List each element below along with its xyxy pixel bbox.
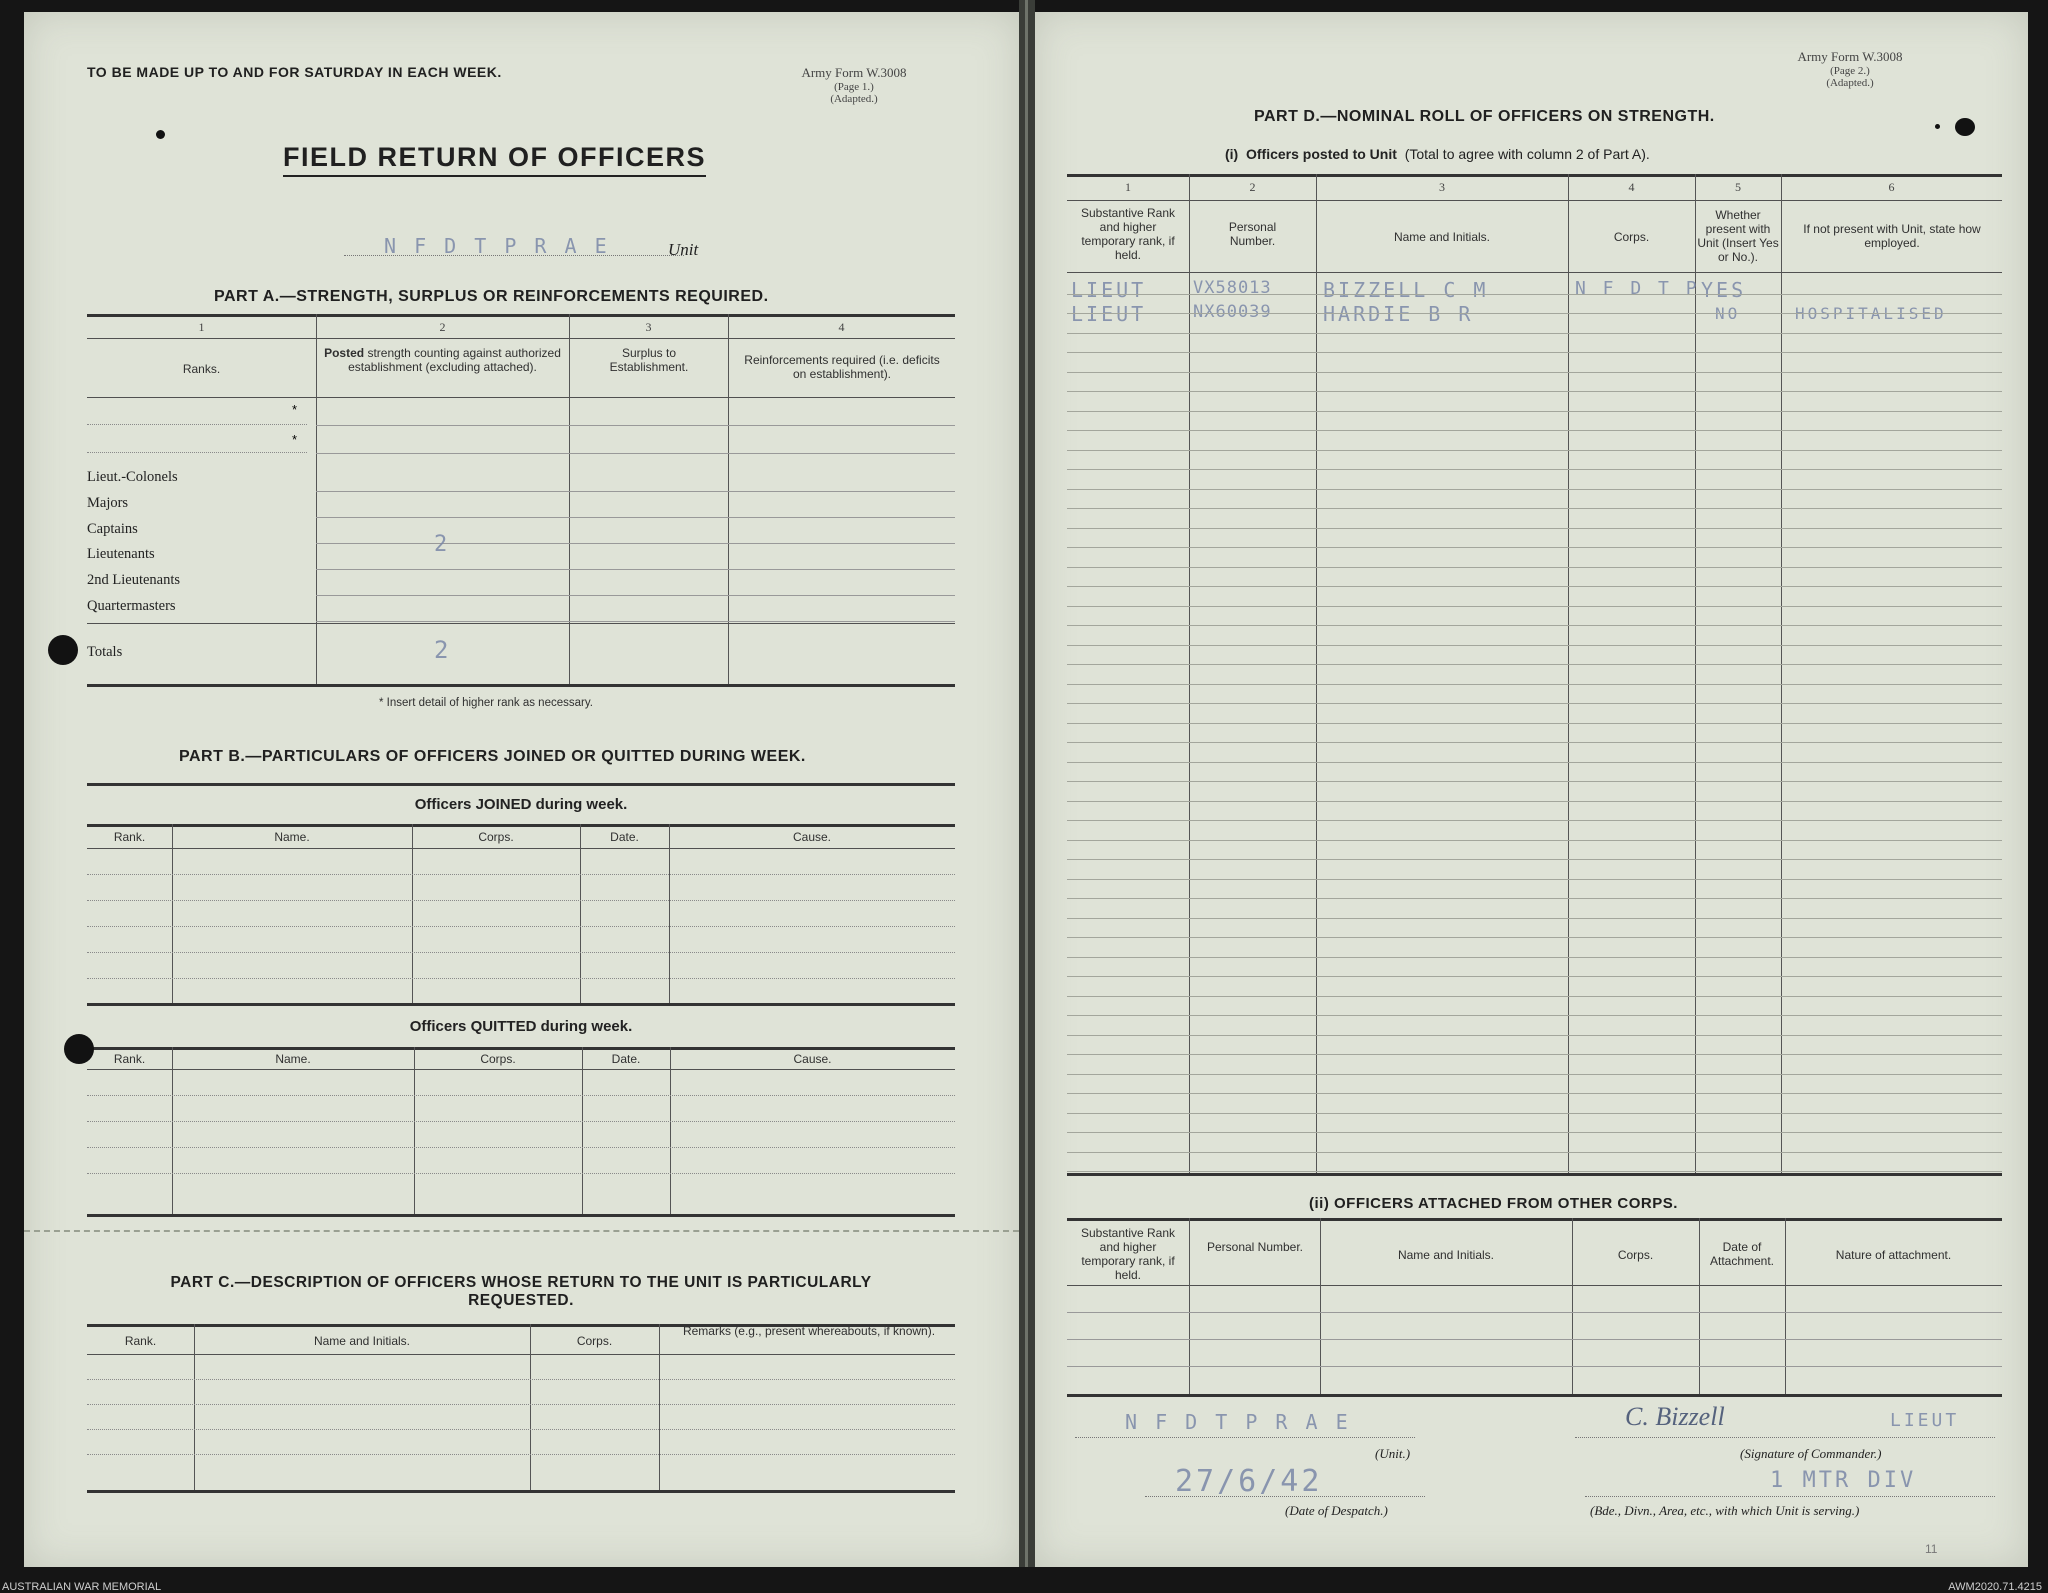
part-a-vline	[316, 314, 317, 686]
left-page	[24, 12, 1019, 1567]
col-posted-bold: Posted	[324, 346, 365, 360]
part-d-top-rule	[1067, 174, 2002, 177]
col-num: 3	[645, 320, 652, 334]
star-marker: *	[292, 432, 298, 447]
quitted-col-rank: Rank.	[113, 1052, 146, 1066]
quitted-title-pre: Officers	[409, 1018, 467, 1035]
despatch-date: 27/6/42	[1175, 1464, 1323, 1499]
quitted-col-cause: Cause.	[793, 1052, 832, 1066]
joined-row-rule	[87, 874, 955, 875]
part-c-bottom-rule	[87, 1490, 955, 1493]
col-num: 4	[838, 320, 845, 334]
joined-vline	[172, 824, 173, 1004]
sub-i-heading	[1225, 146, 1650, 162]
part-a-footnote: * Insert detail of higher rank as necessary.	[379, 697, 593, 709]
unit-label-right: (Unit.)	[1375, 1446, 1411, 1461]
attached-header-rule	[1067, 1285, 2002, 1286]
att-col-nature: Nature of attachment.	[1835, 1248, 1952, 1262]
attached-row-rule	[1067, 1366, 2002, 1367]
row-rule	[316, 453, 955, 454]
roll-row-rule	[1067, 372, 2002, 373]
roll-row-rule	[1067, 1113, 2002, 1114]
row-rule	[316, 543, 955, 544]
attached-vline	[1189, 1218, 1190, 1395]
quitted-row-rule	[87, 1095, 955, 1096]
roll-row-rule	[1067, 567, 2002, 568]
roll-row-rule	[1067, 1054, 2002, 1055]
quitted-vline	[172, 1047, 173, 1215]
footer-right: AWM2020.71.4215	[1948, 1581, 2042, 1593]
date-label: (Date of Despatch.)	[1285, 1503, 1388, 1518]
joined-row-rule	[87, 978, 955, 979]
joined-row-rule	[87, 952, 955, 953]
quitted-vline	[414, 1047, 415, 1215]
footer-left: AUSTRALIAN WAR MEMORIAL	[2, 1581, 162, 1593]
sub-ii-heading: (ii) OFFICERS ATTACHED FROM OTHER CORPS.	[1309, 1195, 1678, 1212]
roll-row-rule	[1067, 313, 2002, 314]
joined-bottom-rule	[87, 1003, 955, 1006]
roll-row-rule	[1067, 723, 2002, 724]
roll-row-rule	[1067, 684, 2002, 685]
ranks-list	[87, 465, 180, 620]
rank-majors: Majors	[87, 494, 129, 511]
right-page	[1035, 12, 2028, 1567]
roll-row-rule	[1067, 606, 2002, 607]
col-num: 5	[1735, 180, 1741, 194]
form-reference-right	[1760, 49, 1940, 89]
joined-col-name: Name.	[274, 830, 310, 844]
joined-col-cause: Cause.	[792, 830, 832, 844]
row2-employed: HOSPITALISED	[1795, 304, 1947, 323]
part-c-col-remarks: Remarks (e.g., present whereabouts, if known).	[682, 1324, 936, 1338]
part-c-row-rule	[87, 1454, 955, 1455]
row-rule	[316, 621, 955, 622]
signature-dotted-line	[1575, 1437, 1995, 1438]
roll-row-rule	[1067, 762, 2002, 763]
row-rule	[316, 595, 955, 596]
quitted-title-bold: QUITTED	[470, 1018, 537, 1035]
rank-quartermasters: Quartermasters	[87, 597, 176, 614]
att-col-number: Personal Number.	[1206, 1240, 1304, 1254]
part-a-num-rule	[87, 338, 955, 339]
adapted-label: (Adapted.)	[830, 93, 878, 105]
part-a-header-rule	[87, 397, 955, 398]
joined-header-rule	[87, 848, 955, 849]
row1-corps: N F D T P	[1575, 278, 1700, 299]
roll-row-rule	[1067, 625, 2002, 626]
quitted-col-name: Name.	[275, 1052, 311, 1066]
unit-dotted-line-right	[1075, 1437, 1415, 1438]
col-ranks-header: Ranks.	[182, 362, 221, 376]
part-c-heading-line1: PART C.—DESCRIPTION OF OFFICERS WHOSE RETURN TO THE UNIT IS PARTICULARLY	[170, 1274, 872, 1291]
part-c-vline	[194, 1324, 195, 1492]
row1-name: BIZZELL C M	[1323, 278, 1489, 302]
attached-vline	[1785, 1218, 1786, 1395]
row2-rank: LIEUT	[1071, 302, 1147, 326]
joined-vline	[669, 824, 670, 1004]
part-d-vline	[1781, 174, 1782, 1174]
totals-label: Totals	[87, 644, 123, 660]
roll-row-rule	[1067, 1035, 2002, 1036]
sub-i-rest: (Total to agree with column 2 of Part A).	[1404, 146, 1650, 162]
date-dotted-line	[1145, 1496, 1425, 1497]
roll-row-rule	[1067, 469, 2002, 470]
part-c-col-corps: Corps.	[576, 1334, 613, 1348]
row2-number: NX60039	[1193, 302, 1272, 322]
row1-rank: LIEUT	[1071, 278, 1147, 302]
row1-present: YES	[1701, 278, 1747, 302]
formation-dotted-line	[1585, 1496, 1995, 1497]
header-instruction: TO BE MADE UP TO AND FOR SATURDAY IN EACH WEEK.	[87, 64, 502, 80]
joined-col-rank: Rank.	[113, 830, 146, 844]
row-rule	[316, 425, 955, 426]
formation-label: (Bde., Divn., Area, etc., with which Unit is serving.)	[1590, 1503, 1860, 1518]
joined-title-bold: JOINED	[475, 796, 532, 813]
part-c-row-rule	[87, 1379, 955, 1380]
rank-lieutenants: Lieutenants	[87, 546, 155, 563]
col-posted-header	[324, 346, 561, 374]
quitted-vline	[582, 1047, 583, 1215]
quitted-vline	[670, 1047, 671, 1215]
roll-row-rule	[1067, 391, 2002, 392]
form-ref-text: Army Form W.3008	[801, 65, 907, 80]
part-c-vline	[659, 1324, 660, 1492]
ink-speck	[156, 130, 165, 139]
roll-row-rule	[1067, 1132, 2002, 1133]
joined-title-pre: Officers	[414, 796, 472, 813]
roll-row-rule	[1067, 645, 2002, 646]
quitted-title-post: during week.	[540, 1018, 633, 1035]
page-ref-right: (Page 2.)	[1830, 65, 1870, 77]
part-d-vline	[1568, 174, 1569, 1174]
quitted-title	[87, 1018, 955, 1035]
joined-title-post: during week.	[535, 796, 628, 813]
quitted-col-corps: Corps.	[480, 1052, 516, 1066]
sub-i-num: (i)	[1225, 146, 1239, 162]
part-d-vline	[1695, 174, 1696, 1174]
roll-row-rule	[1067, 547, 2002, 548]
col-rank-header: Substantive Rank and higher temporary rank, if held.	[1080, 206, 1176, 262]
roll-row-rule	[1067, 840, 2002, 841]
roll-row-rule	[1067, 664, 2002, 665]
roll-row-rule	[1067, 1093, 2002, 1094]
roll-row-rule	[1067, 996, 2002, 997]
joined-title	[87, 796, 955, 813]
roll-row-rule	[1067, 859, 2002, 860]
col-num: 1	[1125, 180, 1131, 194]
totals-rule	[87, 623, 955, 624]
joined-top-rule	[87, 824, 955, 827]
quitted-bottom-rule	[87, 1214, 955, 1217]
col-reinforcements-header: Reinforcements required (i.e. deficits on establishment).	[744, 353, 940, 381]
formation-value: 1 MTR DIV	[1770, 1468, 1917, 1493]
quitted-row-rule	[87, 1173, 955, 1174]
form-reference	[794, 65, 914, 105]
row-rule	[316, 569, 955, 570]
col-number-header: Personal Number.	[1228, 220, 1277, 248]
col-num: 2	[1249, 180, 1256, 194]
att-col-date: Date of Attachment.	[1709, 1240, 1775, 1268]
part-a-heading: PART A.—STRENGTH, SURPLUS OR REINFORCEMENTS REQUIRED.	[214, 288, 769, 305]
attached-row-rule	[1067, 1312, 2002, 1313]
roll-row-rule	[1067, 586, 2002, 587]
row-rule	[316, 491, 955, 492]
part-c-vline	[530, 1324, 531, 1492]
page-title: FIELD RETURN OF OFFICERS	[283, 142, 706, 177]
roll-row-rule	[1067, 1015, 2002, 1016]
quitted-header-rule	[87, 1069, 955, 1070]
roll-row-rule	[1067, 898, 2002, 899]
part-d-num-rule	[1067, 200, 2002, 201]
quitted-row-rule	[87, 1121, 955, 1122]
part-d-bottom-rule	[1067, 1173, 2002, 1176]
row2-present: NO	[1715, 304, 1741, 323]
part-c-heading	[87, 1274, 955, 1310]
col-num: 4	[1628, 180, 1635, 194]
quitted-col-date: Date.	[611, 1052, 641, 1066]
att-col-name: Name and Initials.	[1397, 1248, 1495, 1262]
roll-row-rule	[1067, 528, 2002, 529]
joined-vline	[412, 824, 413, 1004]
part-c-col-rank: Rank.	[124, 1334, 157, 1348]
part-d-vline	[1189, 174, 1190, 1174]
part-c-col-name: Name and Initials.	[313, 1334, 411, 1348]
fold-line	[24, 1230, 1019, 1232]
row1-number: VX58013	[1193, 278, 1272, 298]
part-c-row-rule	[87, 1429, 955, 1430]
unit-value-handwritten: N F D T P R A E	[384, 234, 610, 258]
att-col-corps: Corps.	[1617, 1248, 1654, 1262]
attached-vline	[1320, 1218, 1321, 1395]
part-c-header-rule	[87, 1354, 955, 1355]
roll-row-rule	[1067, 918, 2002, 919]
col-name-header: Name and Initials.	[1393, 230, 1491, 244]
roll-row-rule	[1067, 411, 2002, 412]
col-num: 6	[1888, 180, 1895, 194]
roll-row-rule	[1067, 489, 2002, 490]
dotted-entry-line	[87, 452, 307, 453]
joined-vline	[580, 824, 581, 1004]
part-a-bottom-rule	[87, 684, 955, 687]
part-d-vline	[1316, 174, 1317, 1174]
roll-row-rule	[1067, 333, 2002, 334]
roll-row-rule	[1067, 781, 2002, 782]
adapted-label-right: (Adapted.)	[1826, 77, 1874, 89]
part-a-top-rule	[87, 314, 955, 317]
roll-row-rule	[1067, 703, 2002, 704]
roll-row-rule	[1067, 294, 2002, 295]
quitted-row-rule	[87, 1147, 955, 1148]
joined-col-corps: Corps.	[478, 830, 514, 844]
ink-speck	[1935, 124, 1940, 129]
rank-2nd-lieutenants: 2nd Lieutenants	[87, 572, 181, 589]
form-ref-text-right: Army Form W.3008	[1797, 49, 1903, 64]
attached-vline	[1699, 1218, 1700, 1395]
row-rule	[316, 517, 955, 518]
roll-row-rule	[1067, 879, 2002, 880]
roll-row-rule	[1067, 801, 2002, 802]
att-col-rank: Substantive Rank and higher temporary rank, if held.	[1080, 1226, 1176, 1282]
commander-signature: C. Bizzell	[1625, 1402, 1725, 1431]
signature-rank: LIEUT	[1890, 1410, 1960, 1431]
attached-top-rule	[1067, 1218, 2002, 1221]
attached-row-rule	[1067, 1339, 2002, 1340]
roll-row-rule	[1067, 1074, 2002, 1075]
roll-row-rule	[1067, 1152, 2002, 1153]
roll-row-rule	[1067, 742, 2002, 743]
corner-mark: 11	[1925, 1542, 1938, 1556]
part-c-row-rule	[87, 1404, 955, 1405]
page-ref: (Page 1.)	[834, 81, 874, 93]
roll-row-rule	[1067, 450, 2002, 451]
star-marker: *	[292, 402, 298, 417]
roll-row-rule	[1067, 957, 2002, 958]
col-num: 1	[198, 320, 205, 334]
lieutenants-count: 2	[434, 532, 451, 557]
unit-label: Unit	[668, 240, 699, 259]
punch-hole	[48, 635, 78, 665]
punch-hole	[1955, 118, 1975, 136]
unit-dotted-line	[344, 255, 684, 256]
joined-row-rule	[87, 900, 955, 901]
roll-row-rule	[1067, 1171, 2002, 1172]
signature-label: (Signature of Commander.)	[1740, 1446, 1882, 1461]
roll-row-rule	[1067, 937, 2002, 938]
row2-name: HARDIE B R	[1323, 302, 1474, 326]
joined-col-date: Date.	[610, 830, 639, 844]
roll-row-rule	[1067, 508, 2002, 509]
roll-row-rule	[1067, 976, 2002, 977]
col-surplus-header: Surplus to Establishment.	[609, 346, 689, 374]
col-num: 3	[1439, 180, 1445, 194]
col-present-header: Whether present with Unit (Insert Yes or No.).	[1697, 208, 1779, 264]
col-employed-header: If not present with Unit, state how employed.	[1803, 222, 1981, 250]
roll-row-rule	[1067, 820, 2002, 821]
part-d-header-rule	[1067, 272, 2002, 273]
col-corps-header: Corps.	[1613, 230, 1650, 244]
unit-value-right: N F D T P R A E	[1125, 1410, 1351, 1434]
attached-vline	[1572, 1218, 1573, 1395]
dotted-entry-line	[87, 424, 307, 425]
sub-i-bold: Officers posted to Unit	[1246, 146, 1397, 162]
roll-row-rule	[1067, 430, 2002, 431]
joined-row-rule	[87, 926, 955, 927]
part-b-top-rule	[87, 783, 955, 786]
part-c-heading-line2: REQUESTED.	[468, 1292, 574, 1309]
part-a-vline	[728, 314, 729, 686]
col-posted-rest: strength counting against authorized establishment (excluding attached).	[348, 346, 561, 374]
part-a-vline	[569, 314, 570, 686]
roll-row-rule	[1067, 352, 2002, 353]
rank-captains: Captains	[87, 520, 138, 537]
binding-spine-line	[1025, 0, 1028, 1567]
quitted-top-rule	[87, 1047, 955, 1050]
rank-lieut-colonels: Lieut.-Colonels	[87, 469, 178, 485]
part-b-heading: PART B.—PARTICULARS OF OFFICERS JOINED OR QUITTED DURING WEEK.	[179, 748, 806, 765]
col-num: 2	[439, 320, 446, 334]
punch-hole	[64, 1034, 94, 1064]
attached-bottom-rule	[1067, 1394, 2002, 1397]
part-d-heading: PART D.—NOMINAL ROLL OF OFFICERS ON STRENGTH.	[1254, 108, 1715, 125]
totals-value: 2	[434, 636, 452, 664]
